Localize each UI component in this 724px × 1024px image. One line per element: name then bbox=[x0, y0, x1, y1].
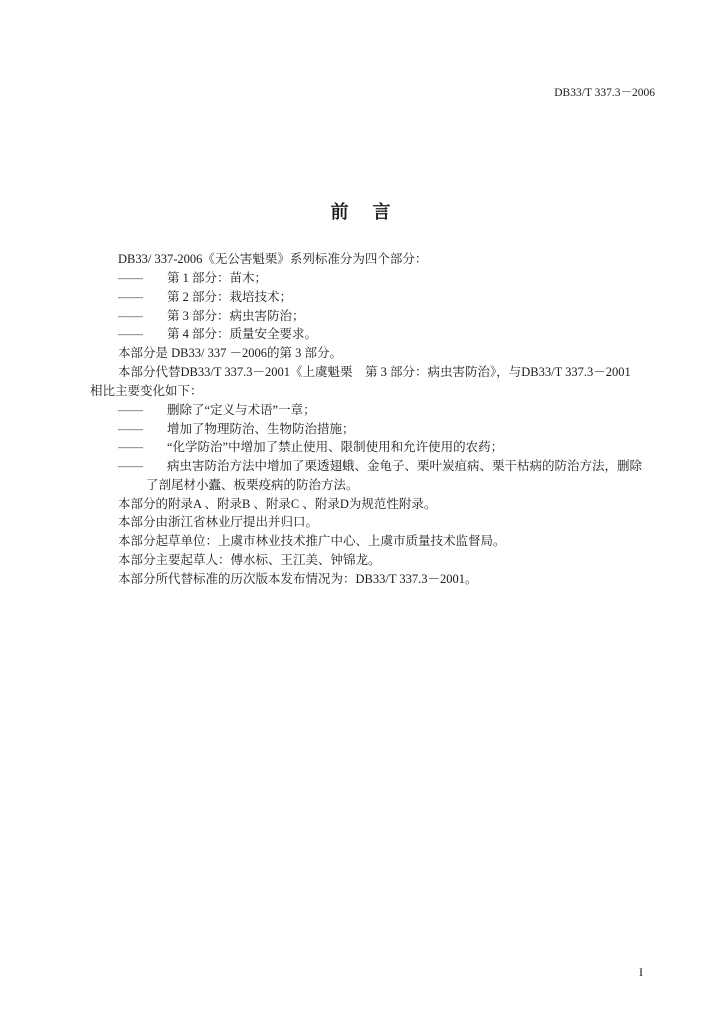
change-item-continuation: 了剖尾材小蠹、板栗疫病的防治方法。 bbox=[146, 477, 359, 492]
drafters-statement: 本部分主要起草人：傅水标、王江美、钟锦龙。 bbox=[118, 552, 381, 567]
list-dash: —— bbox=[118, 326, 143, 341]
change-item-text: 删除了“定义与术语”一章； bbox=[167, 402, 316, 417]
part-list-item bbox=[118, 307, 305, 326]
part-item-text: 第 1 部分：苗木； bbox=[167, 270, 268, 285]
replacement-paragraph-line: 本部分代替DB33/T 337.3－2001《上虞魁栗 第 3 部分：病虫害防治》，与DB33/T 337.3－2001 bbox=[118, 364, 631, 379]
appendix-statement: 本部分的附录A 、附录B 、附录C 、附录D为规范性附录。 bbox=[118, 496, 437, 511]
drafting-units-statement: 本部分起草单位：上虞市林业技术推广中心、上虞市质量技术监督局。 bbox=[118, 533, 506, 548]
list-dash: —— bbox=[118, 439, 143, 454]
proposer-statement: 本部分由浙江省林业厅提出并归口。 bbox=[118, 514, 319, 529]
change-item-text: “化学防治”中增加了禁止使用、限制使用和允许使用的农药； bbox=[167, 439, 504, 454]
scope-paragraph: 本部分是 DB33/ 337 －2006的第 3 部分。 bbox=[118, 345, 342, 360]
replacement-paragraph-line: 相比主要变化如下： bbox=[90, 383, 203, 398]
list-dash: —— bbox=[118, 270, 143, 285]
list-dash: —— bbox=[118, 402, 143, 417]
part-list-item bbox=[118, 288, 292, 307]
page-title: 前 言 bbox=[330, 202, 394, 223]
part-item-text: 第 4 部分：质量安全要求。 bbox=[167, 326, 318, 341]
intro-paragraph: DB33/ 337-2006《无公害魁栗》系列标准分为四个部分： bbox=[118, 251, 428, 266]
change-list-item bbox=[118, 420, 355, 439]
page-number: I bbox=[639, 965, 643, 979]
part-list-item bbox=[118, 325, 317, 344]
part-item-text: 第 2 部分：栽培技术； bbox=[167, 289, 293, 304]
change-item-text: 增加了物理防治、生物防治措施； bbox=[167, 421, 355, 436]
list-dash: —— bbox=[118, 308, 143, 323]
version-history-statement: 本部分所代替标准的历次版本发布情况为：DB33/T 337.3－2001。 bbox=[118, 571, 478, 586]
change-list-item bbox=[118, 401, 316, 420]
change-item-text: 病虫害防治方法中增加了栗透翅蛾、金龟子、栗叶炭疽病、栗干枯病的防治方法，删除 bbox=[167, 458, 643, 473]
standard-number-header: DB33/T 337.3－2006 bbox=[554, 87, 655, 99]
part-item-text: 第 3 部分：病虫害防治； bbox=[167, 308, 305, 323]
list-dash: —— bbox=[118, 458, 143, 473]
change-list-item bbox=[118, 438, 503, 457]
part-list-item bbox=[118, 269, 267, 288]
change-list-item bbox=[118, 457, 642, 476]
list-dash: —— bbox=[118, 289, 143, 304]
list-dash: —— bbox=[118, 421, 143, 436]
